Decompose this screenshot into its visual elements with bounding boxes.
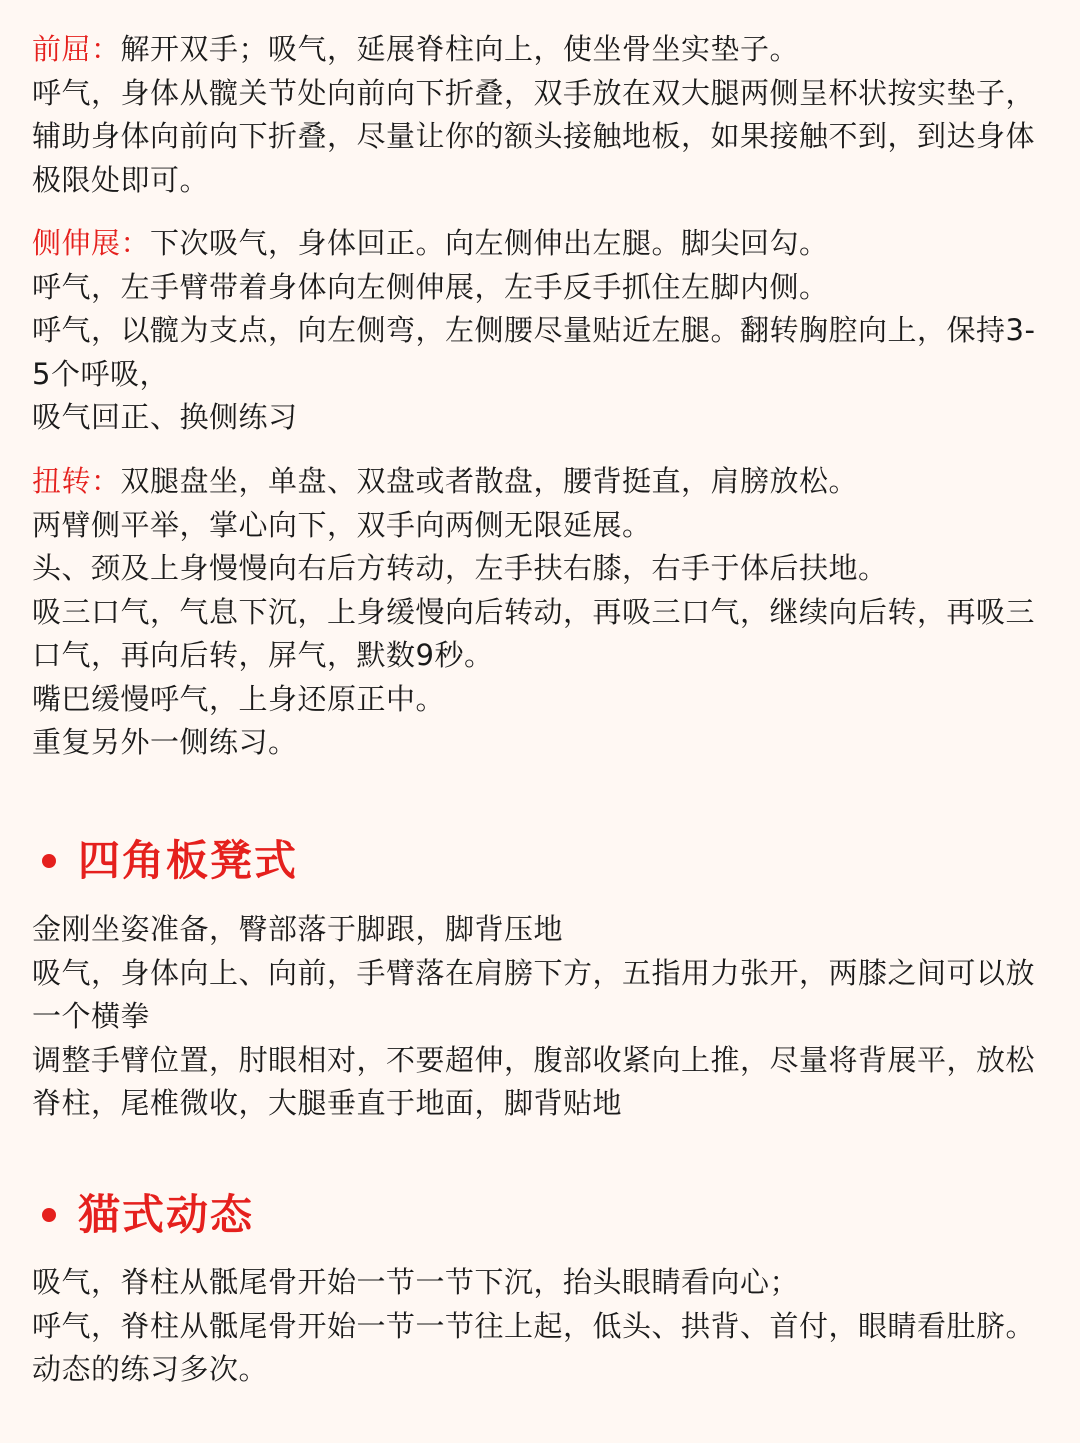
forward-fold-text-1: 解开双手；吸气，延展脊柱向上，使坐骨坐实垫子。 bbox=[120, 32, 800, 66]
side-stretch-line-4: 吸气回正、换侧练习 bbox=[32, 400, 298, 434]
side-stretch-line-2: 呼气，左手臂带着身体向左侧伸展，左手反手抓住左脚内侧。 bbox=[32, 269, 829, 304]
twist-line-6: 重复另外一侧练习。 bbox=[32, 725, 298, 759]
bullet-dot-icon bbox=[42, 854, 56, 868]
twist-line-5: 嘴巴缓慢呼气，上身还原正中。 bbox=[32, 681, 446, 716]
side-stretch-label: 侧伸展： bbox=[32, 226, 151, 260]
twist-text-1: 双腿盘坐，单盘、双盘或者散盘，腰背挺直，肩膀放松。 bbox=[120, 464, 859, 498]
tabletop-line-2: 吸气，身体向上、向前，手臂落在肩膀下方，五指用力张开，两膝之间可以放一个横拳 bbox=[32, 955, 1036, 1033]
side-stretch-section bbox=[32, 222, 1042, 440]
bullet-dot-icon bbox=[42, 1208, 56, 1222]
forward-fold-section bbox=[32, 28, 1042, 202]
tabletop-heading bbox=[32, 834, 1042, 888]
twist-line-2: 两臂侧平举，掌心向下，双手向两侧无限延展。 bbox=[32, 507, 652, 542]
cat-pose-heading bbox=[32, 1188, 1042, 1242]
twist-section bbox=[32, 460, 1042, 765]
forward-fold-line-1 bbox=[32, 28, 1042, 72]
twist-line-4: 吸三口气，气息下沉，上身缓慢向后转动，再吸三口气，继续向后转，再吸三口气，再向后转，屏气，默数9秒。 bbox=[32, 594, 1036, 672]
twist-line-3: 头、颈及上身慢慢向右后方转动，左手扶右膝，右手于体后扶地。 bbox=[32, 551, 888, 585]
cat-pose-line-2: 呼气，脊柱从骶尾骨开始一节一节往上起，低头、拱背、首付，眼睛看肚脐。动态的练习多次。 bbox=[32, 1308, 1036, 1386]
forward-fold-line-2: 呼气，身体从髋关节处向前向下折叠，双手放在双大腿两侧呈杯状按实垫子，辅助身体向前向下折叠，尽量让你的额头接触地板，如果接触不到，到达身体极限处即可。 bbox=[32, 75, 1036, 197]
twist-line-1 bbox=[32, 460, 1042, 504]
cat-pose-title: 猫式动态 bbox=[78, 1190, 255, 1239]
cat-pose-title-row bbox=[32, 1188, 1042, 1242]
side-stretch-line-1 bbox=[32, 222, 1042, 266]
side-stretch-text-1: 下次吸气，身体回正。向左侧伸出左腿。脚尖回勾。 bbox=[150, 226, 829, 260]
forward-fold-label: 前屈： bbox=[32, 32, 121, 66]
cat-pose-section bbox=[32, 1261, 1042, 1392]
tabletop-title: 四角板凳式 bbox=[78, 836, 299, 885]
tabletop-section bbox=[32, 908, 1042, 1126]
tabletop-title-row bbox=[32, 834, 1042, 888]
side-stretch-line-3: 呼气，以髋为支点，向左侧弯，左侧腰尽量贴近左腿。翻转胸腔向上，保持3-5个呼吸， bbox=[32, 313, 1036, 391]
tabletop-line-1: 金刚坐姿准备，臀部落于脚跟，脚背压地 bbox=[32, 912, 564, 946]
tabletop-line-3: 调整手臂位置，肘眼相对，不要超伸，腹部收紧向上推，尽量将背展平，放松脊柱，尾椎微收，大腿垂直于地面，脚背贴地 bbox=[32, 1042, 1036, 1120]
cat-pose-line-1: 吸气，脊柱从骶尾骨开始一节一节下沉，抬头眼睛看向心； bbox=[32, 1265, 800, 1299]
twist-label: 扭转： bbox=[32, 464, 121, 498]
